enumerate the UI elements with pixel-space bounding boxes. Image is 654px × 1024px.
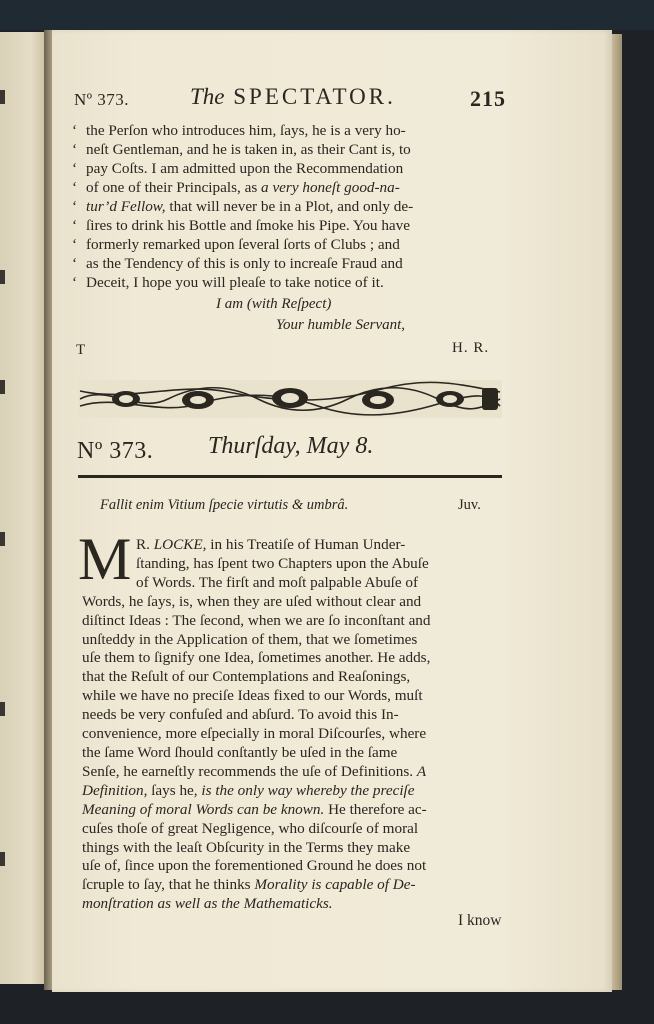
text-segment: in his Treatiſe of Human Under- — [206, 536, 406, 553]
text-segment: cuſes thoſe of great Negligence, who diſcourſe of moral — [82, 819, 419, 837]
text-line — [82, 631, 514, 650]
text-segment: needs be very confuſed and abſurd. To avoid this In- — [82, 706, 399, 724]
text-line — [82, 668, 514, 687]
text-line — [82, 536, 514, 555]
text-segment: ſays he, — [147, 781, 202, 799]
text-segment: unſteddy in the Application of them, that we ſometimes — [82, 630, 418, 648]
page-stack-edge — [612, 34, 622, 990]
book-gutter — [44, 30, 52, 990]
section-rule — [78, 475, 502, 478]
text-segment: ſcruple to ſay, that he thinks — [82, 876, 255, 894]
text-line — [82, 649, 514, 668]
text-segment: ſires to drink his Bottle and ſmoke his Pipe. You have — [86, 217, 410, 234]
text-line — [82, 763, 514, 782]
text-line — [72, 216, 504, 235]
quotation-mark: ‘ — [72, 217, 78, 234]
quotation-mark: ‘ — [72, 122, 78, 139]
header-page-number: 215 — [470, 86, 506, 111]
quotation-mark: ‘ — [72, 274, 78, 291]
motto-source: Juv. — [458, 497, 481, 513]
italic-text: monſtration as well as the Mathematicks. — [82, 895, 333, 913]
catchword: I know — [458, 912, 502, 929]
issue-date: Thurſday, May 8. — [208, 433, 374, 459]
letter-initial-left: T — [76, 342, 86, 358]
background-top — [0, 0, 654, 30]
italic-text: LOCKE, — [153, 536, 207, 553]
text-line — [82, 593, 514, 612]
italic-text: a very honeſt good-na- — [261, 179, 400, 196]
text-segment: He therefore ac- — [324, 800, 427, 818]
text-segment: diſtinct Ideas : The ſecond, when we are ſo inconſtant and — [82, 611, 431, 629]
text-line — [72, 235, 504, 254]
text-line — [72, 254, 504, 273]
text-segment: while we have no preciſe Ideas fixed to our Words, muſt — [82, 687, 423, 705]
header-title-main: SPECTATOR. — [233, 84, 396, 109]
text-segment: that the Reſult of our Contemplations and Reaſonings, — [82, 668, 411, 686]
text-line — [82, 612, 514, 631]
running-header — [74, 84, 504, 114]
text-line — [72, 121, 504, 140]
text-line — [72, 140, 504, 159]
header-title-the: The — [190, 84, 225, 109]
text-segment: of Words. The firſt and moſt palpable Abuſe of — [136, 573, 419, 591]
text-segment: formerly remarked upon ſeveral ſorts of Clubs ; and — [86, 236, 400, 253]
text-line — [82, 857, 514, 876]
text-segment: the Perſon who introduces him, ſays, he is a very ho- — [86, 122, 406, 139]
decorative-headpiece — [78, 380, 502, 418]
text-segment: ſtanding, has ſpent two Chapters upon the Abuſe — [136, 554, 429, 572]
text-line — [82, 820, 514, 839]
text-line — [82, 876, 514, 895]
text-segment: of one of their Principals, as — [86, 179, 262, 196]
quotation-mark: ‘ — [72, 141, 78, 158]
letter-initials: H. R. — [452, 340, 490, 356]
text-segment: neſt Gentleman, and he is taken in, as their Cant is, to — [86, 141, 411, 158]
text-segment: Words, he ſays, is, when they are uſed without clear and — [82, 592, 422, 610]
text-line — [82, 744, 514, 763]
letter-conclusion — [72, 121, 504, 292]
facing-page-mark — [0, 270, 5, 284]
quotation-mark: ‘ — [72, 198, 78, 215]
text-line — [82, 555, 514, 574]
text-line — [82, 687, 514, 706]
quotation-mark: ‘ — [72, 236, 78, 253]
italic-text: tur’d Fellow, — [86, 198, 166, 215]
drop-cap: M — [78, 526, 132, 592]
facing-page-mark — [0, 90, 5, 104]
italic-text: Meaning of moral Words can be known. — [82, 800, 325, 818]
quotation-mark: ‘ — [72, 179, 78, 196]
text-segment: Deceit, I hope you will pleaſe to take notice of it. — [86, 274, 384, 291]
quotation-mark: ‘ — [72, 160, 78, 177]
header-title — [190, 84, 396, 110]
text-line — [72, 273, 504, 292]
text-segment: as the Tendency of this is only to increaſe Fraud and — [86, 255, 403, 272]
issue-number: Nº 373. — [77, 438, 154, 464]
facing-page-edge — [0, 32, 46, 984]
facing-page-mark — [0, 380, 5, 394]
text-segment: convenience, more eſpecially in moral Diſcourſes, where — [82, 725, 427, 743]
text-segment: pay Coſts. I am admitted upon the Recommendation — [86, 160, 404, 177]
italic-text: Morality is capable of De- — [254, 876, 416, 894]
text-line — [72, 178, 504, 197]
italic-text: is the only way whereby the preciſe — [201, 781, 415, 799]
text-segment: uſe of, ſince upon the forementioned Ground he does not — [82, 857, 427, 875]
motto: Fallit enim Vitium ſpecie virtutis & umbrâ. — [100, 497, 349, 513]
text-line — [72, 159, 504, 178]
text-line — [82, 895, 514, 914]
text-segment: things with the leaſt Obſcurity in the Terms they make — [82, 838, 411, 856]
text-segment: R. — [136, 536, 154, 553]
facing-page-mark — [0, 852, 5, 866]
text-line — [72, 197, 504, 216]
text-segment: Senſe, he earneſtly recommends the uſe of Definitions. — [82, 762, 417, 780]
text-line — [82, 706, 514, 725]
facing-page-mark — [0, 702, 5, 716]
text-segment: uſe them to ſignify one Idea, ſometimes another. He adds, — [82, 649, 431, 667]
italic-text: A — [416, 762, 427, 780]
text-line — [82, 574, 514, 593]
letter-closing: I am (with Reſpect) — [216, 296, 332, 312]
header-issue-number: Nº 373. — [74, 90, 130, 109]
italic-text: Definition, — [82, 781, 148, 799]
text-line — [82, 725, 514, 744]
text-segment: that will never be in a Plot, and only de- — [165, 198, 414, 215]
text-line — [82, 782, 514, 801]
letter-signature: Your humble Servant, — [276, 317, 406, 333]
essay-body — [82, 536, 514, 914]
quotation-mark: ‘ — [72, 255, 78, 272]
text-segment: the ſame Word ſhould conſtantly be uſed in the ſame — [82, 743, 398, 761]
text-line — [82, 839, 514, 858]
text-line — [82, 801, 514, 820]
facing-page-mark — [0, 532, 5, 546]
